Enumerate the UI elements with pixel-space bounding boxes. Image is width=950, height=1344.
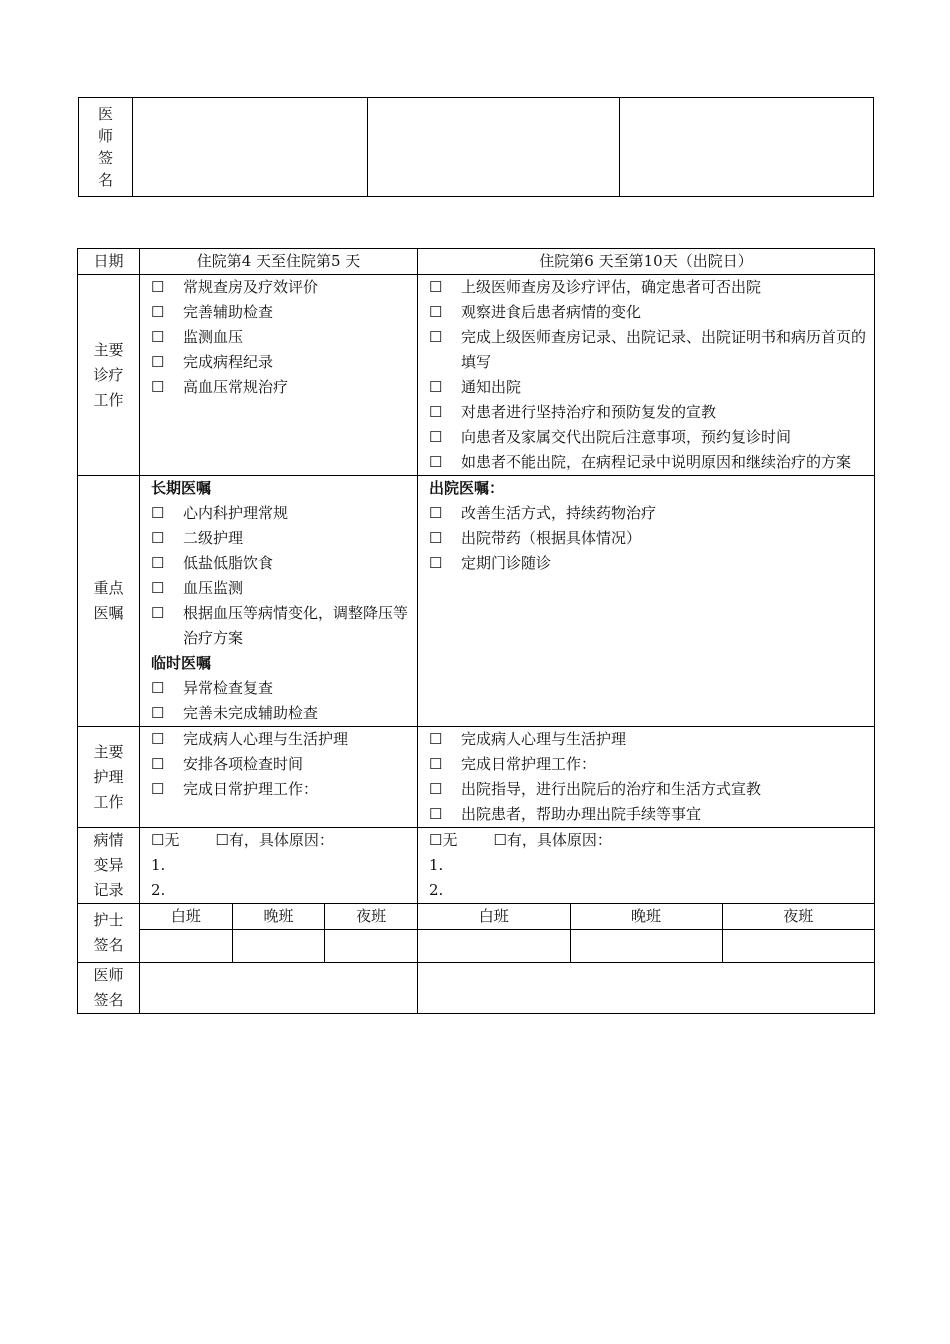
long-term-order-item[interactable] [140, 576, 417, 601]
main-work-text: 完善辅助检查 [183, 303, 274, 321]
nurse-signature-field[interactable] [418, 930, 570, 963]
checkbox-icon[interactable]: ☐ [429, 453, 443, 471]
key-orders-col1 [140, 476, 418, 727]
main-work-item[interactable] [418, 325, 874, 375]
variance-reason-1[interactable]: 1. [151, 856, 166, 874]
nursing-task-text: 完成病人心理与生活护理 [461, 730, 627, 748]
nursing-task-text: 安排各项检查时间 [183, 755, 304, 773]
main-work-text: 对患者进行坚持治疗和预防复发的宣教 [461, 403, 717, 421]
date-label: 日期 [78, 249, 140, 275]
variance-none-checkbox[interactable]: ☐无 [151, 831, 180, 849]
key-orders-label: 重点 医嘱 [78, 476, 140, 727]
shift-night-header: 夜班 [722, 904, 874, 930]
nursing-task-item[interactable] [140, 727, 417, 752]
long-term-orders-title: 长期医嘱 [151, 479, 212, 497]
checkbox-icon[interactable]: ☐ [429, 403, 443, 421]
label-char: 签 [97, 149, 113, 167]
main-work-item[interactable] [418, 375, 874, 400]
main-work-item[interactable] [140, 325, 417, 350]
variance-yes-checkbox[interactable]: ☐有，具体原因： [215, 831, 334, 849]
main-work-text: 完成上级医师查房记录、出院记录、出院证明书和病历首页的填写 [461, 328, 867, 371]
doctor-signature-label: 医师 签名 [78, 963, 140, 1014]
main-work-label: 主要 诊疗 工作 [78, 275, 140, 476]
main-work-item[interactable] [418, 275, 874, 300]
nursing-label: 主要 护理 工作 [78, 727, 140, 828]
label-char: 医 [97, 105, 113, 123]
temp-order-item[interactable] [140, 701, 417, 726]
main-work-text: 常规查房及疗效评价 [183, 278, 319, 296]
discharge-order-item[interactable] [418, 526, 874, 551]
checkbox-icon[interactable]: ☐ [151, 353, 165, 371]
variance-reason-2[interactable]: 2. [429, 881, 444, 899]
variance-row [78, 828, 875, 904]
temp-order-text: 异常检查复查 [183, 679, 274, 697]
nursing-task-text: 出院患者，帮助办理出院手续等事宜 [461, 805, 702, 823]
variance-none-checkbox[interactable]: ☐无 [429, 831, 458, 849]
main-work-col1 [140, 275, 418, 476]
checkbox-icon[interactable]: ☐ [151, 679, 165, 697]
checkbox-icon[interactable]: ☐ [429, 378, 443, 396]
nurse-signature-row [78, 904, 875, 963]
checkbox-icon[interactable]: ☐ [429, 805, 443, 823]
nursing-task-item[interactable] [140, 777, 417, 802]
checkbox-icon[interactable]: ☐ [151, 529, 165, 547]
nursing-task-item[interactable] [418, 752, 874, 777]
main-work-text: 高血压常规治疗 [183, 378, 289, 396]
nurse-signature-field[interactable] [570, 930, 722, 963]
checkbox-icon[interactable]: ☐ [429, 529, 443, 547]
main-work-item[interactable] [418, 450, 874, 475]
shift-evening-header: 晚班 [232, 904, 324, 930]
col1-header: 住院第4 天至住院第5 天 [140, 249, 418, 275]
discharge-orders-title: 出院医嘱： [429, 479, 505, 497]
nursing-task-item[interactable] [418, 802, 874, 827]
nurse-signature-field[interactable] [140, 930, 232, 963]
col2-header: 住院第6 天至第10天（出院日） [418, 249, 875, 275]
nurse-signature-field[interactable] [325, 930, 417, 963]
checkbox-icon[interactable]: ☐ [151, 604, 165, 622]
long-term-order-text: 二级护理 [183, 529, 244, 547]
checkbox-icon[interactable]: ☐ [151, 704, 165, 722]
checkbox-icon[interactable]: ☐ [429, 328, 443, 346]
doctor-signature-label [79, 98, 133, 197]
checkbox-icon[interactable]: ☐ [151, 303, 165, 321]
checkbox-icon[interactable]: ☐ [429, 278, 443, 296]
main-work-item[interactable] [140, 375, 417, 400]
signature-field[interactable] [368, 98, 620, 197]
main-work-text: 上级医师查房及诊疗评估，确定患者可否出院 [461, 278, 762, 296]
doctor-signature-field[interactable] [418, 963, 875, 1014]
checkbox-icon[interactable]: ☐ [429, 303, 443, 321]
main-work-text: 监测血压 [183, 328, 244, 346]
nursing-col2 [418, 727, 875, 828]
main-work-item[interactable] [418, 400, 874, 425]
nurse-signature-field[interactable] [722, 930, 874, 963]
long-term-order-text: 血压监测 [183, 579, 244, 597]
discharge-order-item[interactable] [418, 501, 874, 526]
date-row [78, 249, 875, 275]
key-orders-row [78, 476, 875, 727]
discharge-order-text: 定期门诊随诊 [461, 554, 552, 572]
label-char: 名 [97, 171, 113, 189]
checkbox-icon[interactable]: ☐ [429, 504, 443, 522]
main-work-text: 完成病程纪录 [183, 353, 274, 371]
discharge-order-text: 出院带药（根据具体情况） [461, 529, 642, 547]
key-orders-col2 [418, 476, 875, 727]
temp-order-text: 完善未完成辅助检查 [183, 704, 319, 722]
checkbox-icon[interactable]: ☐ [151, 755, 165, 773]
discharge-order-item[interactable] [418, 551, 874, 576]
nursing-task-item[interactable] [418, 777, 874, 802]
main-work-text: 如患者不能出院，在病程记录中说明原因和继续治疗的方案 [461, 453, 852, 471]
long-term-order-item[interactable] [140, 601, 417, 651]
long-term-order-item[interactable] [140, 501, 417, 526]
checkbox-icon[interactable]: ☐ [151, 278, 165, 296]
checkbox-icon[interactable]: ☐ [429, 755, 443, 773]
signature-field[interactable] [133, 98, 368, 197]
variance-reason-1[interactable]: 1. [429, 856, 444, 874]
nursing-task-item[interactable] [140, 752, 417, 777]
temp-orders-title: 临时医嘱 [151, 654, 212, 672]
long-term-order-item[interactable] [140, 551, 417, 576]
nursing-task-item[interactable] [418, 727, 874, 752]
main-work-item[interactable] [140, 350, 417, 375]
main-work-item[interactable] [418, 300, 874, 325]
shift-day-header: 白班 [418, 904, 570, 930]
variance-label: 病情 变异 记录 [78, 828, 140, 904]
nursing-col1 [140, 727, 418, 828]
main-work-item[interactable] [140, 275, 417, 300]
nursing-row [78, 727, 875, 828]
long-term-order-text: 低盐低脂饮食 [183, 554, 274, 572]
top-signature-table [78, 97, 874, 197]
nurse-signature-label: 护士 签名 [78, 904, 140, 963]
doctor-signature-row [78, 963, 875, 1014]
nurse-shift-table [418, 904, 874, 962]
main-work-text: 观察进食后患者病情的变化 [461, 303, 642, 321]
signature-field[interactable] [620, 98, 874, 197]
nursing-task-text: 完成日常护理工作： [183, 780, 319, 798]
checkbox-icon[interactable]: ☐ [429, 780, 443, 798]
variance-yes-checkbox[interactable]: ☐有，具体原因： [493, 831, 612, 849]
label-char: 师 [97, 127, 113, 145]
nursing-task-text: 完成病人心理与生活护理 [183, 730, 349, 748]
main-work-text: 通知出院 [461, 378, 522, 396]
nursing-task-text: 完成日常护理工作： [461, 755, 597, 773]
main-work-col2 [418, 275, 875, 476]
checkbox-icon[interactable]: ☐ [151, 554, 165, 572]
variance-col1 [140, 828, 418, 904]
checkbox-icon[interactable]: ☐ [151, 730, 165, 748]
variance-reason-2[interactable]: 2. [151, 881, 166, 899]
nursing-task-text: 出院指导，进行出院后的治疗和生活方式宣教 [461, 780, 762, 798]
checkbox-icon[interactable]: ☐ [151, 780, 165, 798]
shift-evening-header: 晚班 [570, 904, 722, 930]
long-term-order-item[interactable] [140, 526, 417, 551]
main-work-item[interactable] [418, 425, 874, 450]
checkbox-icon[interactable]: ☐ [151, 378, 165, 396]
checkbox-icon[interactable]: ☐ [429, 428, 443, 446]
checkbox-icon[interactable]: ☐ [429, 554, 443, 572]
shift-night-header: 夜班 [325, 904, 417, 930]
nurse-shift-table [140, 904, 417, 962]
doctor-signature-field[interactable] [140, 963, 418, 1014]
checkbox-icon[interactable]: ☐ [429, 730, 443, 748]
discharge-order-text: 改善生活方式，持续药物治疗 [461, 504, 657, 522]
long-term-order-text: 心内科护理常规 [183, 504, 289, 522]
temp-order-item[interactable] [140, 676, 417, 701]
nurse-signature-field[interactable] [232, 930, 324, 963]
variance-col2 [418, 828, 875, 904]
checkbox-icon[interactable]: ☐ [151, 579, 165, 597]
main-work-item[interactable] [140, 300, 417, 325]
long-term-order-text: 根据血压等病情变化，调整降压等治疗方案 [183, 604, 409, 647]
shift-day-header: 白班 [140, 904, 232, 930]
main-work-text: 向患者及家属交代出院后注意事项，预约复诊时间 [461, 428, 792, 446]
checkbox-icon[interactable]: ☐ [151, 504, 165, 522]
checkbox-icon[interactable]: ☐ [151, 328, 165, 346]
main-work-row [78, 275, 875, 476]
clinical-pathway-table [77, 248, 875, 1014]
